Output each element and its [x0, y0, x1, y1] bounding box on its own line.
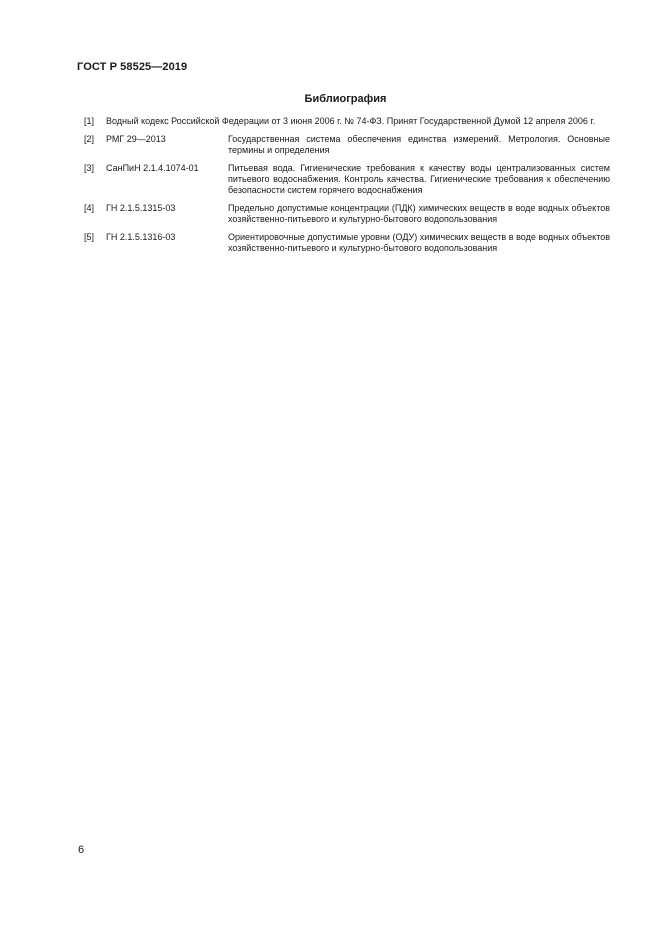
bibliography-entry [84, 116, 610, 127]
entry-number: [2] [84, 134, 95, 144]
entry-description: Водный кодекс Российской Федерации от 3 июня 2006 г. № 74-ФЗ. Принят Государственной Думой 12 апреля 2006 г. [106, 116, 596, 126]
section-title: Библиография [304, 93, 387, 105]
entry-number: [5] [84, 232, 95, 242]
entry-description: Ориентировочные допустимые уровни (ОДУ) химических веществ в воде водных объектов хозяйственно-питьевого и культурно-бытового водопользования [228, 232, 610, 253]
bibliography-entry [84, 232, 610, 254]
entry-number: [3] [84, 163, 95, 173]
entry-code: ГН 2.1.5.1315-03 [106, 203, 176, 213]
entry-code: ГН 2.1.5.1316-03 [106, 232, 176, 242]
entry-number: [4] [84, 203, 95, 213]
entry-code: СанПиН 2.1.4.1074-01 [106, 163, 199, 173]
entry-description: Питьевая вода. Гигиенические требования к качеству воды централизованных систем питьевого водоснабжения. Контроль качества. Гигиенические требования к обеспечению безопасности систем горячего водоснабжения [228, 163, 610, 195]
bibliography-entry [84, 203, 610, 225]
page-number: 6 [78, 844, 85, 856]
bibliography-entry [84, 163, 610, 196]
entry-number: [1] [84, 116, 95, 126]
bibliography-entry [84, 134, 610, 156]
document-header: ГОСТ Р 58525—2019 [77, 61, 188, 73]
entry-description: Предельно допустимые концентрации (ПДК) химических веществ в воде водных объектов хозяйственно-питьевого и культурно-бытового водопользования [228, 203, 610, 224]
entry-code: РМГ 29—2013 [106, 134, 166, 144]
bibliography-list [84, 116, 610, 261]
entry-description: Государственная система обеспечения единства измерений. Метрология. Основные термины и определения [228, 134, 610, 155]
